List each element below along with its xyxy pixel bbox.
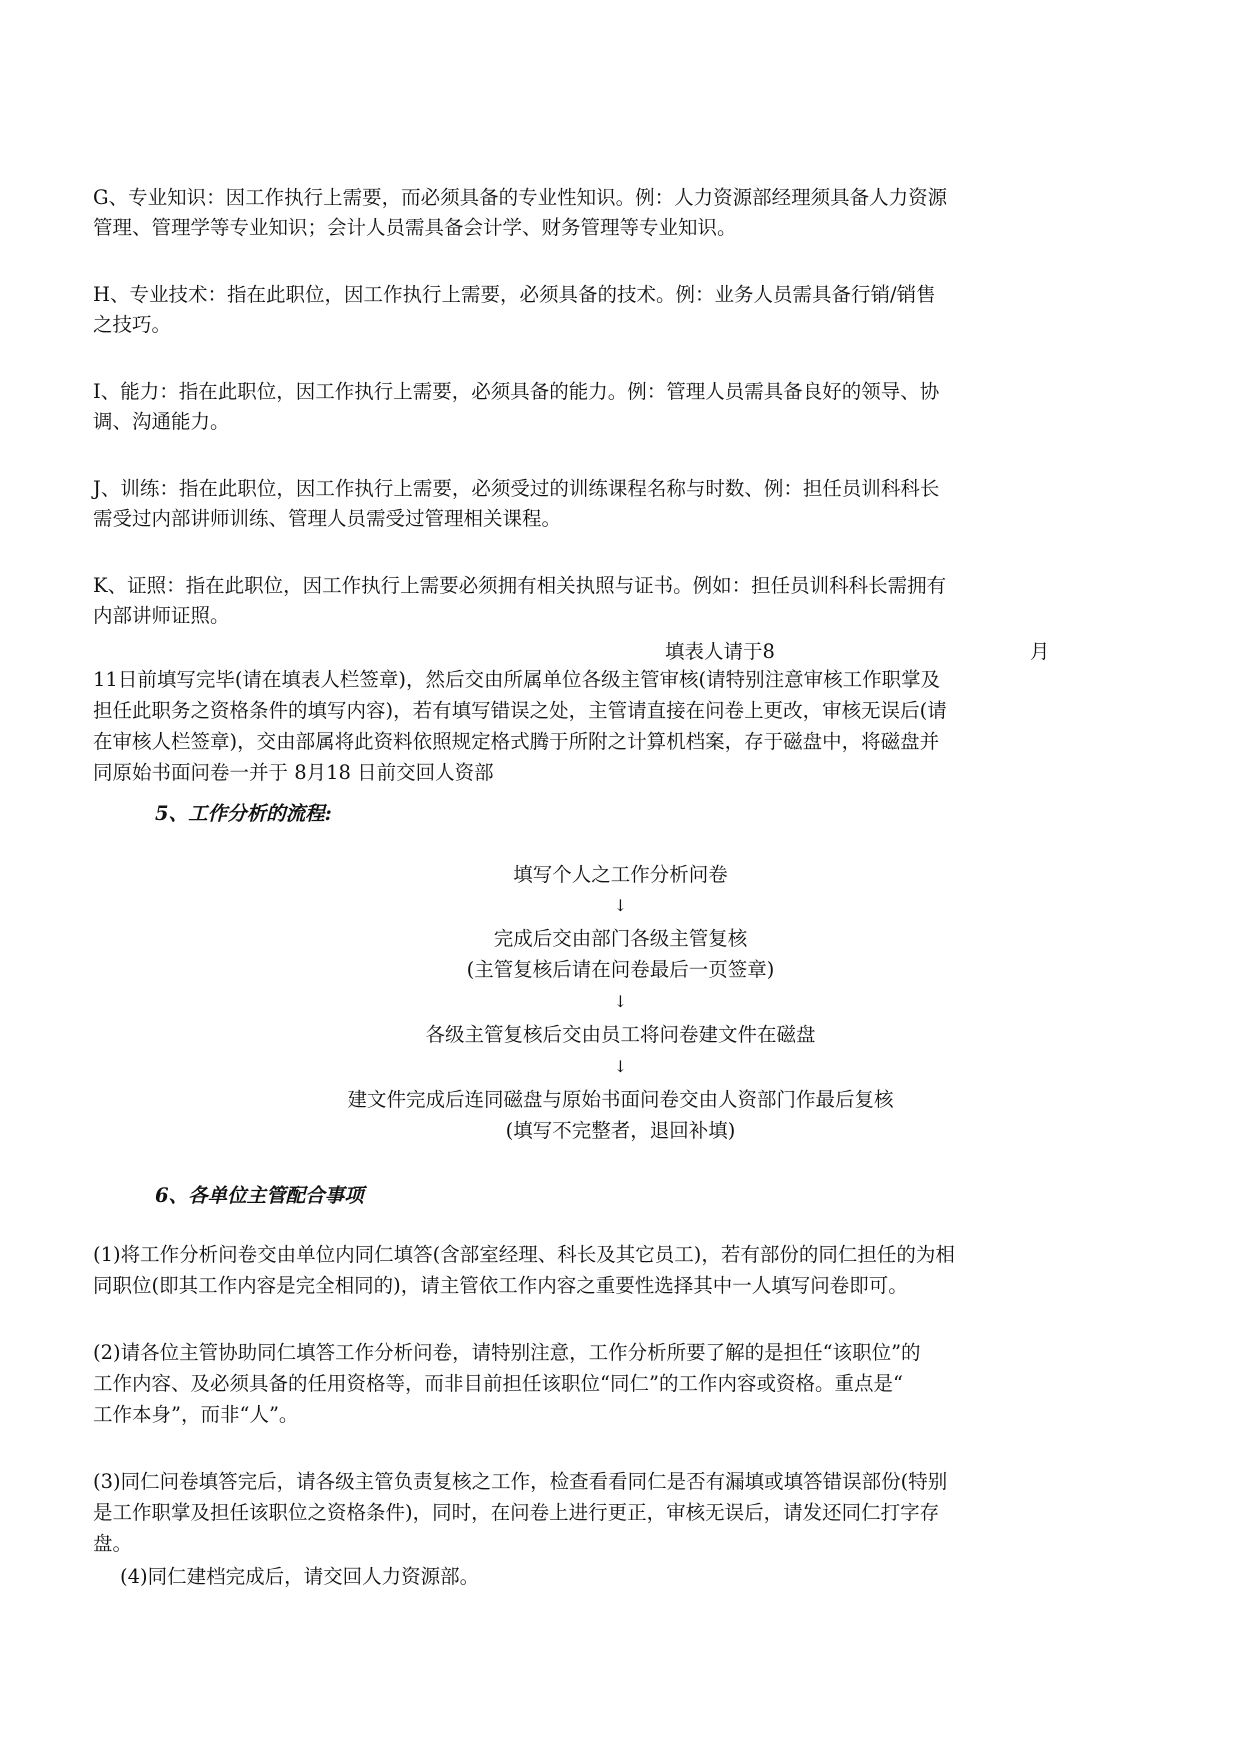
- instruction-line1: 11日前填写完毕(请在填表人栏签章)，然后交由所属单位各级主管审核(请特别注意审核工作职掌及: [93, 668, 941, 691]
- definition-h-line1: H、专业技术：指在此职位，因工作执行上需要，必须具备的技术。例：业务人员需具备行销/销售: [93, 283, 936, 306]
- definition-i-line1: I、能力：指在此职位，因工作执行上需要，必须具备的能力。例：管理人员需具备良好的领导、协: [93, 380, 940, 403]
- definition-g-line1: G、专业知识：因工作执行上需要，而必须具备的专业性知识。例：人力资源部经理须具备人力资源: [93, 186, 948, 209]
- definition-k-line2: 内部讲师证照。: [93, 604, 230, 627]
- definition-g-line2: 管理、管理学等专业知识；会计人员需具备会计学、财务管理等专业知识。: [93, 216, 737, 239]
- flow-step-1: 填写个人之工作分析问卷: [513, 863, 728, 886]
- flow-arrow-1: ↓: [613, 896, 628, 915]
- section6-item3-line3: 盘。: [93, 1532, 133, 1555]
- section6-item1-line2: 同职位(即其工作内容是完全相同的)，请主管依工作内容之重要性选择其中一人填写问卷即可。: [93, 1274, 908, 1297]
- flow-arrow-2: ↓: [613, 992, 628, 1011]
- flow-step-2-note: (主管复核后请在问卷最后一页签章): [466, 958, 775, 981]
- section6-item1-line1: (1)将工作分析问卷交由单位内同仁填答(含部室经理、科长及其它员工)，若有部份的同仁担任的为相: [93, 1243, 955, 1266]
- definition-i-line2: 调、沟通能力。: [93, 410, 230, 433]
- instruction-line4: 同原始书面问卷一并于 8月18 日前交回人资部: [93, 761, 494, 784]
- flow-arrow-3: ↓: [613, 1057, 628, 1076]
- flow-step-4-note: (填写不完整者，退回补填): [505, 1119, 736, 1142]
- instruction-sig-left: 填表人请于8: [665, 640, 775, 663]
- section6-item3-line2: 是工作职掌及担任该职位之资格条件)，同时，在问卷上进行更正，审核无误后，请发还同仁打字存: [93, 1501, 940, 1524]
- section6-item2-line3: 工作本身”，而非“人”。: [93, 1403, 299, 1426]
- definition-k-line1: K、证照：指在此职位，因工作执行上需要必须拥有相关执照与证书。例如：担任员训科科长需拥有: [93, 574, 947, 597]
- section6-title: 6、各单位主管配合事项: [155, 1184, 364, 1207]
- section6-item3-line1: (3)同仁问卷填答完后，请各级主管负责复核之工作，检查看看同仁是否有漏填或填答错误部份(特别: [93, 1470, 948, 1493]
- instruction-line2: 担任此职务之资格条件的填写内容)，若有填写错误之处，主管请直接在问卷上更改，审核无误后(请: [93, 699, 947, 722]
- flow-step-4: 建文件完成后连同磁盘与原始书面问卷交由人资部门作最后复核: [347, 1088, 894, 1111]
- definition-h-line2: 之技巧。: [93, 313, 172, 336]
- flow-step-3: 各级主管复核后交由员工将问卷建文件在磁盘: [425, 1023, 816, 1046]
- instruction-line3: 在审核人栏签章)，交由部属将此资料依照规定格式腾于所附之计算机档案，存于磁盘中，将磁盘并: [93, 730, 940, 753]
- section6-item2-line2: 工作内容、及必须具备的任用资格等，而非目前担任该职位“同仁”的工作内容或资格。重点是“: [93, 1372, 903, 1395]
- instruction-sig-right: 月: [1030, 640, 1050, 663]
- definition-j-line1: J、训练：指在此职位，因工作执行上需要，必须受过的训练课程名称与时数、例：担任员训科科长: [93, 477, 940, 500]
- section5-title: 5、工作分析的流程:: [155, 802, 332, 825]
- section6-item2-line1: (2)请各位主管协助同仁填答工作分析问卷，请特别注意，工作分析所要了解的是担任“该职位”的: [93, 1341, 921, 1364]
- definition-j-line2: 需受过内部讲师训练、管理人员需受过管理相关课程。: [93, 507, 562, 530]
- section6-item4: (4)同仁建档完成后，请交回人力资源部。: [120, 1565, 480, 1588]
- flow-step-2: 完成后交由部门各级主管复核: [493, 927, 748, 950]
